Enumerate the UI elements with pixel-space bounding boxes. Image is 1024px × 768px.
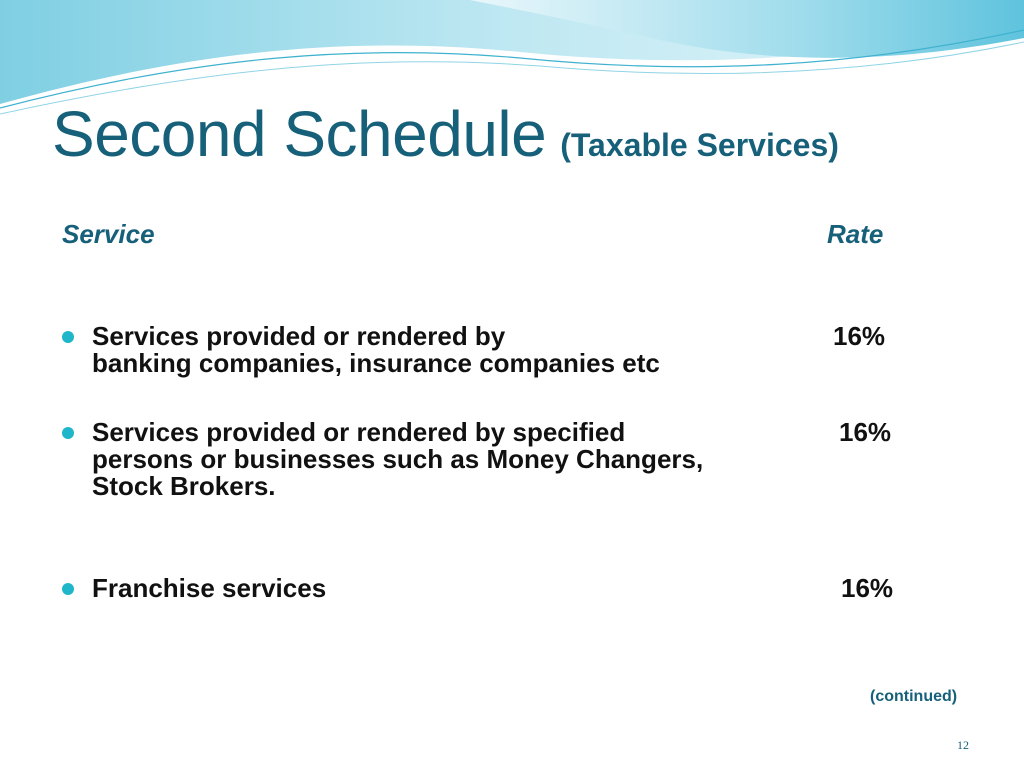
service-rate: 16%	[841, 573, 894, 603]
service-rate: 16%	[833, 321, 886, 351]
continued-note: (continued)	[870, 688, 958, 705]
service-text: Services provided or rendered by specified persons or businesses such as Money Changers, Stock Brokers.	[92, 417, 704, 501]
service-rate: 16%	[839, 417, 892, 447]
title-subtitle: (Taxable Services)	[560, 127, 839, 163]
column-header-service: Service	[62, 219, 155, 249]
bullet-icon	[62, 583, 74, 595]
service-text: Services provided or rendered by banking companies, insurance companies etc	[92, 321, 660, 378]
bullet-icon	[62, 331, 74, 343]
bullet-icon	[62, 427, 74, 439]
page-title	[52, 98, 839, 170]
service-text: Franchise services	[92, 573, 327, 603]
title-main: Second Schedule	[52, 98, 547, 170]
column-header-rate: Rate	[827, 219, 884, 249]
page-number: 12	[957, 738, 969, 752]
